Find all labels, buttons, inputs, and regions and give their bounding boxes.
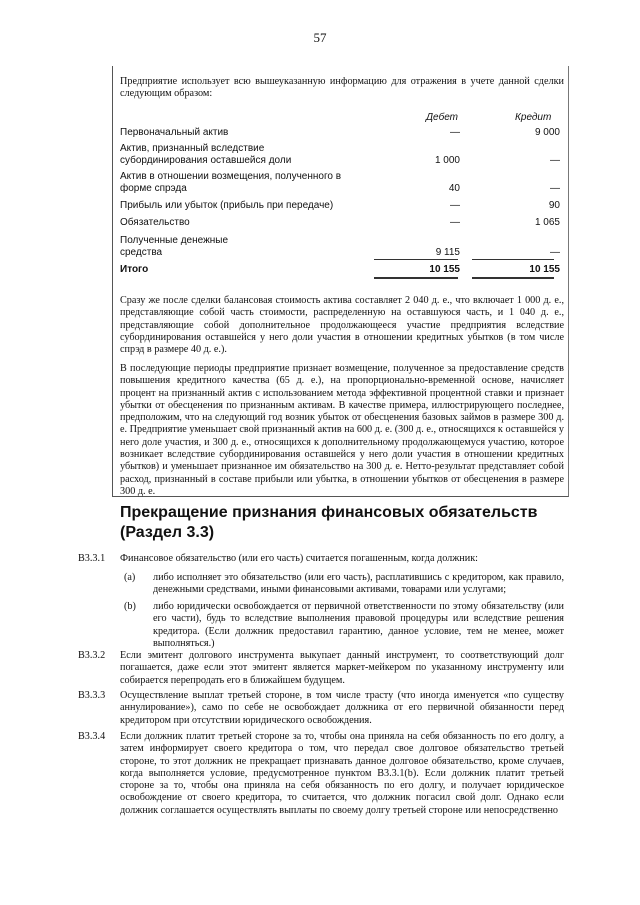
section-heading (120, 503, 537, 543)
item-marker: (b) (124, 601, 136, 612)
example-paragraph-1: Сразу же после сделки балансовая стоимость актива составляет 2 040 д. е., что включает 1 000 д. е., представляющие собой часть стоимости, распределенную на оставшуюся часть, и 1 040 д. е., представляющие собой дополнительное продолжающееся участие предприятия вследствие субординирования оставшейся у него доли участия в отношении кредитных убытков (в том числе спрэд в размере 40 д. е.). (120, 295, 564, 356)
column-header-debit: Дебет (426, 112, 459, 123)
row-credit: 9 000 (534, 127, 560, 138)
row-credit: — (550, 154, 560, 166)
row-label: Полученные денежные средства (120, 235, 229, 258)
page-number: 57 (313, 30, 327, 45)
clause-text: Если должник платит третьей стороне за то, чтобы она приняла на себя обязанность по его долгу, а затем информирует своего кредитора о том, что передал свое долговое обязательство третьей стороне, то этот должник не прекращает признавать данное долговое обязательство, кроме случаев, когда выполняется условие, предусмотренное пунктом B3.3.1(b). Если должник платит третьей стороне за то, чтобы она приняла на себя обязанность по его долгу, и получает юридическое освобождение от своего кредитора, то считается, что должник погасил свой долг. Однако если должник соглашается осуществлять выплаты по своему долгу третьей стороне или непосредственно (120, 731, 564, 816)
row-label: Актив, признанный вследствие субординирования оставшейся доли (120, 143, 292, 166)
row-credit: 1 065 (534, 217, 560, 228)
row-debit: 40 (448, 182, 460, 194)
total-underline-debit (374, 277, 458, 279)
row-label: Прибыль или убыток (прибыль при передаче) (120, 200, 334, 211)
row-credit: — (550, 246, 560, 258)
item-marker: (a) (124, 572, 136, 583)
section-heading-line1: Прекращение признания финансовых обязательств (120, 504, 538, 521)
clause-text: Осуществление выплат третьей стороне, в том числе трасту (что иногда именуется «по существу аннулирование»), само по себе не освобождает должника от его первичной обязанности перед кредитором при отсутствии юридического освобождения. (120, 690, 564, 726)
clause-number: B3.3.2 (78, 650, 106, 661)
item-text: либо исполняет это обязательство (или его часть), расплатившись с кредитором, как правило, денежными средствами, иными финансовыми активами, товарами или услугами; (153, 572, 564, 596)
clause-number: B3.3.3 (78, 690, 106, 701)
total-debit: 10 155 (429, 264, 460, 275)
column-header-credit: Кредит (515, 112, 552, 123)
example-paragraph-2: В последующие периоды предприятие признает возмещение, полученное за предоставление средств повышения кредитного качества (65 д. е.), на пропорционально-временной основе, начисляет процент на признанный актив с использованием метода эффективной процентной ставки и признает убытки от обесценения по признанным активам. В качестве примера, иллюстрирующего последнее, предположим, что на следующий год возник убыток от обесценения базовых займов в размере 300 д. е. Предприятие уменьшает свой признанный актив на 600 д. е. (300 д. е., относящихся к оставшейся у него доле участия, и 300 д. е., относящихся к дополнительному продолжающемуся участию, которое возникает вследствие субординирования оставшейся у него доли участия в отношении кредитных убытков) и уменьшает признанное им обязательство на 300 д. е. Нетто-результат представляет собой расход, признанный в составе прибыли или убытка, в отношении убытков от обесценения в размере 300 д. е. (120, 363, 564, 497)
row-debit: — (450, 217, 460, 228)
item-text: либо юридически освобождается от первичной ответственности по этому обязательству (или его части), будь то вследствие выполнения правовой процедуры или вследствие решения кредитора. (Если должник предоставил гарантию, данное условие, тем не менее, может выполняться.) (153, 601, 564, 649)
row-credit: 90 (548, 200, 560, 211)
total-label: Итого (120, 264, 149, 275)
clause-text: Финансовое обязательство (или его часть) считается погашенным, когда должник: (120, 553, 478, 564)
subtotal-line-credit (472, 259, 554, 260)
clause-number: B3.3.1 (78, 553, 106, 564)
clause-text: Если эмитент долгового инструмента выкупает данный инструмент, то соответствующий долг погашается, даже если этот эмитент является маркет-мейкером по указанному инструменту или собирается перепродать его в ближайшем будущем. (120, 650, 564, 686)
clause-number: B3.3.4 (78, 731, 106, 742)
row-label: Первоначальный актив (120, 127, 229, 138)
row-debit: 9 115 (435, 246, 460, 258)
row-debit: 1 000 (434, 154, 460, 166)
row-label: Актив в отношении возмещения, полученного в форме спрэда (120, 171, 342, 194)
total-underline-credit (472, 277, 554, 279)
example-intro: Предприятие использует всю вышеуказанную информацию для отражения в учете данной сделки следующим образом: (120, 76, 564, 100)
subtotal-line-debit (374, 259, 458, 260)
row-debit: — (450, 200, 460, 211)
row-credit: — (550, 182, 560, 194)
row-label: Обязательство (120, 217, 190, 228)
row-debit: — (450, 127, 460, 138)
section-heading-line2: (Раздел 3.3) (120, 524, 215, 541)
total-credit: 10 155 (529, 264, 560, 275)
